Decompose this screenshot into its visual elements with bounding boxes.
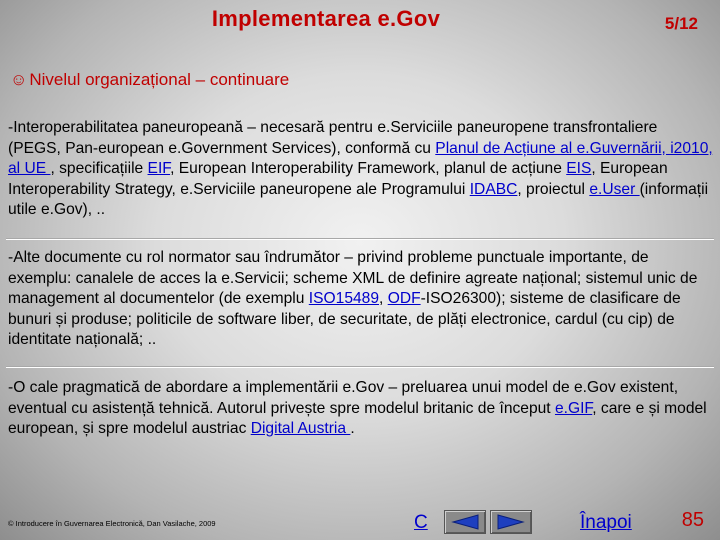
prev-slide-button[interactable] <box>444 510 486 534</box>
link-c[interactable]: C <box>414 512 428 533</box>
paragraph-interoperability: -Interoperabilitatea paneuropeană – necesară pentru e.Serviciile paneuropene transfrontaliere (PEGS, Pan-european e.Government Services), conformă cu Planul de Acțiune al e.Guvernării, i2010, al UE , specificațiile EIF, European Interoperability Framework, planul de acțiune EIS, European Interoperability Strategy, e.Serviciile paneuropene ale Programului IDABC, proiectul e.User (informații utile e.Gov), .. <box>8 119 713 218</box>
slide-title: Implementarea e.Gov <box>211 6 441 31</box>
link-iso15489[interactable]: ISO15489 <box>308 290 380 307</box>
link-eis[interactable]: EIS <box>566 160 592 177</box>
link-plan-actiune[interactable]: Planul de Acțiune al e.Guvernării, i2010, al UE <box>8 139 713 177</box>
divider <box>6 366 714 368</box>
section-subtitle <box>10 70 289 90</box>
paragraph-normative-docs: -Alte documente cu rol normator sau îndrumător – privind probleme punctuale importante, de exemplu: canalele de acces la e.Servicii; scheme XML de definire agreate național; sistemul unic de management al documentelor (de exemplu ISO15489, ODF-ISO26300); sisteme de clasificare de bunuri și produse; politicile de software liber, de securitate, de plăți electronice, cardul (cu cip) de identitate națională; .. <box>8 249 698 348</box>
slide-number: 85 <box>681 509 704 531</box>
subtitle-text: Nivelul organizațional – continuare <box>29 70 290 89</box>
link-odf[interactable]: ODF <box>387 290 421 307</box>
footer-credit: © Introducere în Guvernarea Electronică, Dan Vasilache, 2009 <box>8 519 216 528</box>
link-egif[interactable]: e.GIF <box>554 399 593 417</box>
link-euser[interactable]: e.User <box>589 180 640 198</box>
paragraph-pragmatic-approach: -O cale pragmatică de abordare a implementării e.Gov – preluarea unui model de e.Gov existent, eventual cu asistență tehnică. Autorul privește spre modelul britanic de început e.GIF, care e și model european, și spre modelul austriac Digital Austria . <box>8 379 707 437</box>
triangle-left-icon <box>450 514 480 530</box>
divider <box>6 238 714 240</box>
smiley-icon: ☺ <box>10 70 28 89</box>
triangle-right-icon <box>496 514 526 530</box>
next-slide-button[interactable] <box>490 510 532 534</box>
link-eif[interactable]: EIF <box>147 160 171 177</box>
link-digital-austria[interactable]: Digital Austria <box>250 420 351 437</box>
back-link[interactable]: Înapoi <box>580 512 632 533</box>
link-idabc[interactable]: IDABC <box>469 180 518 198</box>
page-counter: 5/12 <box>664 14 698 33</box>
